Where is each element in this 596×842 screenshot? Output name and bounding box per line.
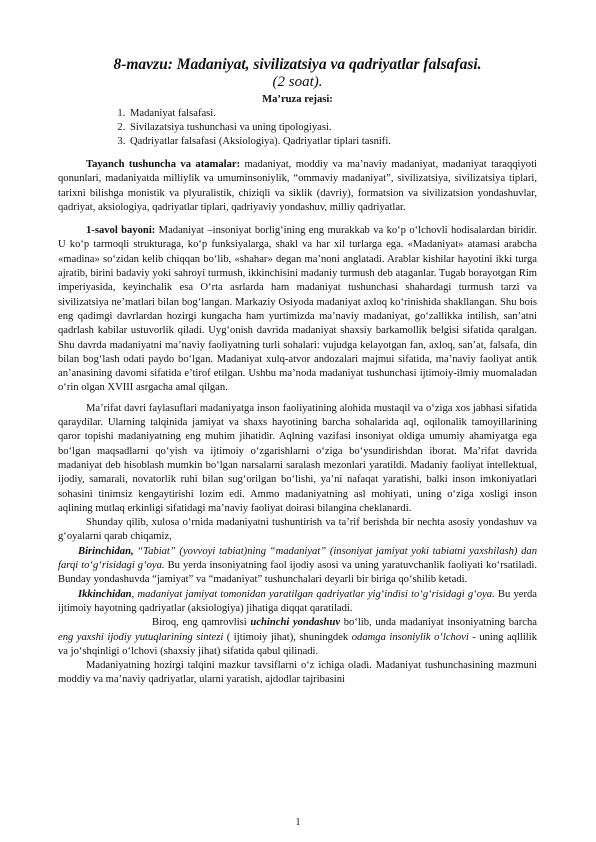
question1-text: Madaniyat –insoniyat borlig‘ining eng murakkab va ko‘p o‘lchovli hodisalardan biridir. U ko‘p tarmoqli strukturaga, ko‘p funksiyalarga, shakl va har xil turlarga ega. «Madaniyat» atamasi arabcha «madina» so‘zidan kelib chiqqan bo‘lib, «shahar» degan ma’noni anglatadi. Arablar kishilar hayotini ikki turga ajratib, birini badaviy yoki sahroyi turmush, ikkinchisini madaniy turmush deb ataganlar. Tugab borayotgan Rim imperiyasida, keyinchalik esa O‘rta asrlarda ham madaniyat tushunchasi shahardagi turmush tarzi va sivilizatsiya ne’matlari bilan bog‘langan. Markaziy Osiyoda madaniyat axloq ko‘rinishida shakllangan. Shu bois eng qadimgi davrlardan hozirgi kungacha ham yurtimizda ma’naviy madaniyat, go‘zallikka intilish, san’atni qadrlash kabilar ustuvorlik qiladi. Uyg‘onish davrida madaniyat shaxsiy barkamollik belgisi sifatida qaralgan. Shu davrda madaniyatni ma’naviy faoliyatning turli sohalari: vujudga kelayotgan fan, axloq, san’at, falsafa, din bilan bog‘lash odati paydo bo‘lgan. Madaniyat xulq-atvor andozalari majmui sifatida, ma’naviy faoliyat antik an’anasining davomi sifatida e’tirof etilgan. Ushbu ma’noda madaniyat tushunchasi ijtimoiy-ilmiy muomaladan o‘rin olgan XVIII asrgacha amal qilgan. <box>58 225 537 394</box>
plan-item: 3. Qadriyatlar falsafasi (Aksiologiya). Qadriyatlar tiplari tasnifi. <box>128 135 537 149</box>
third-approach-text1: bo‘lib, unda madaniyat insoniyatning barcha <box>340 617 537 629</box>
plan-item: 1. Madaniyat falsafasi. <box>128 107 537 121</box>
summary-intro-paragraph: Shunday qilib, xulosa o‘rnida madaniyatni tushuntirish va ta’rif berishda bir nechta asosiy yondashuv va g‘oyalarni qarab chiqamiz, <box>58 517 537 543</box>
third-approach-paragraph <box>58 616 537 659</box>
third-approach-italic2: odamga insoniylik o‘lchovi <box>351 631 469 643</box>
plan-list <box>58 107 537 149</box>
keywords-text: madaniyat, moddiy va ma’naviy madaniyat, madaniyat taraqqiyoti qonunlari, madaniyatda milliylik va umuminsoniylik, “ommaviy madaniyat”, sivilizatsiya, sivilizatsiya tiplari, tarixni bilishga monistik va plyuralistik, chiziqli va siklik (davriy), formatsion va sivilizatsion yondashuvlar, qadriyat, aksiologiya, qadriyatlar tiplari, qadriyaviy yondashuv, milliy qadriyatlar. <box>58 159 537 213</box>
third-approach-label: uchinchi yondashuv <box>250 617 341 629</box>
keywords-paragraph <box>58 158 537 215</box>
third-approach-pre: Biroq, eng qamrovlisi <box>152 617 251 629</box>
plan-heading: Ma’ruza rejasi: <box>262 94 333 105</box>
first-approach-idea: “Tabiat” (yovvoyi tabiat)ning “madaniyat” (insoniyat jamiyat yoki tabiatni yaxshilash) dan farqi to‘g‘risidagi g‘oya. <box>58 545 537 572</box>
first-approach-paragraph <box>58 545 537 588</box>
second-approach-text: Bu yerda ijtimoiy hayotning qadriyatlar (aksiologiya) jihatiga diqqat qaratiladi. <box>58 588 537 614</box>
first-approach-label: Birinchidan, <box>78 545 134 557</box>
third-approach-text3: - uning aqllilik va jo‘shqinligi o‘lchovi (shaxsiy jihat) sifatida qabul qilinadi. <box>58 631 537 657</box>
third-approach-italic1: eng yaxshi ijodiy yutuqlarining sintezi <box>58 631 224 643</box>
question1-paragraph <box>58 224 537 396</box>
keywords-label: Tayanch tushuncha va atamalar: <box>86 159 241 170</box>
second-approach-idea: , madaniyat jamiyat tomonidan yaratilgan qadriyatlar yig‘indisi to‘g‘risidagi g‘oya. <box>131 588 495 600</box>
document-page <box>58 56 537 688</box>
second-approach-paragraph <box>58 588 537 617</box>
question1-label: 1-savol bayoni: <box>86 225 156 237</box>
modern-interpretation-paragraph: Madaniyatning hozirgi talqini mazkur tavsiflarni o‘z ichiga oladi. Madaniyat tushunchasining mazmuni moddiy va ma’naviy qadriyatlar, ularni yaratish, ajdodlar tajribasini <box>58 660 537 686</box>
page-subtitle: (2 soat). <box>272 74 323 90</box>
second-approach-label: Ikkinchidan <box>78 588 132 600</box>
page-number: 1 <box>295 817 301 828</box>
enlightenment-paragraph: Ma’rifat davri faylasuflari madaniyatga inson faoliyatining alohida mustaqil va o‘ziga xos jabhasi sifatida qaraydilar. Ularning talqinida jamiyat va shaxs hayotining barcha sohalarida aql, oqilonalik tamoyillarining qaror topishi madaniyatning eng muhim jihatidir. Aqlning vazifasi insoniyat oldiga umumiy ahamiyatga ega bo‘lgan maqsadlarni qo‘yish va ijtimoiy o‘zgarishlarni o‘ziga bo‘ysundirishdan iborat. Ma’rifat davrida madaniyat deb hisoblash mumkin bo‘lgan narsalarni saralash mezonlari yaratildi. Madaniy faoliyat intellektual, ijodiy, samarali, novatorlik ruhi bilan sug‘orilgan bo‘lishi, ya’ni nafaqat yaratishi, balki inson imkoniyatlari sohasini tinimsiz kengaytirishi lozim edi. Ammo madaniyatning asl mohiyati, uning o‘ziga xosligi inson aqlining mutlaq erkinligi sifatidagi ma’naviy faoliyat doirasi bilangina cheklanardi. <box>58 402 537 514</box>
plan-item: 2. Sivilazatsiya tushunchasi va uning tipologiyasi. <box>128 121 537 135</box>
third-approach-text2: ( ijtimoiy jihat), shuningdek <box>223 631 352 643</box>
page-title: 8-mavzu: Madaniyat, sivilizatsiya va qadriyatlar falsafasi. <box>113 56 482 73</box>
first-approach-text: Bu yerda insoniyatning faol ijodiy asosi va uning yaratuvchanlik faoliyati ko‘rsatiladi. Bunday yondashuvda “jamiyat” va “madaniyat” tushunchalari deyarli bir biriga qo‘shilib ketadi. <box>58 560 537 586</box>
